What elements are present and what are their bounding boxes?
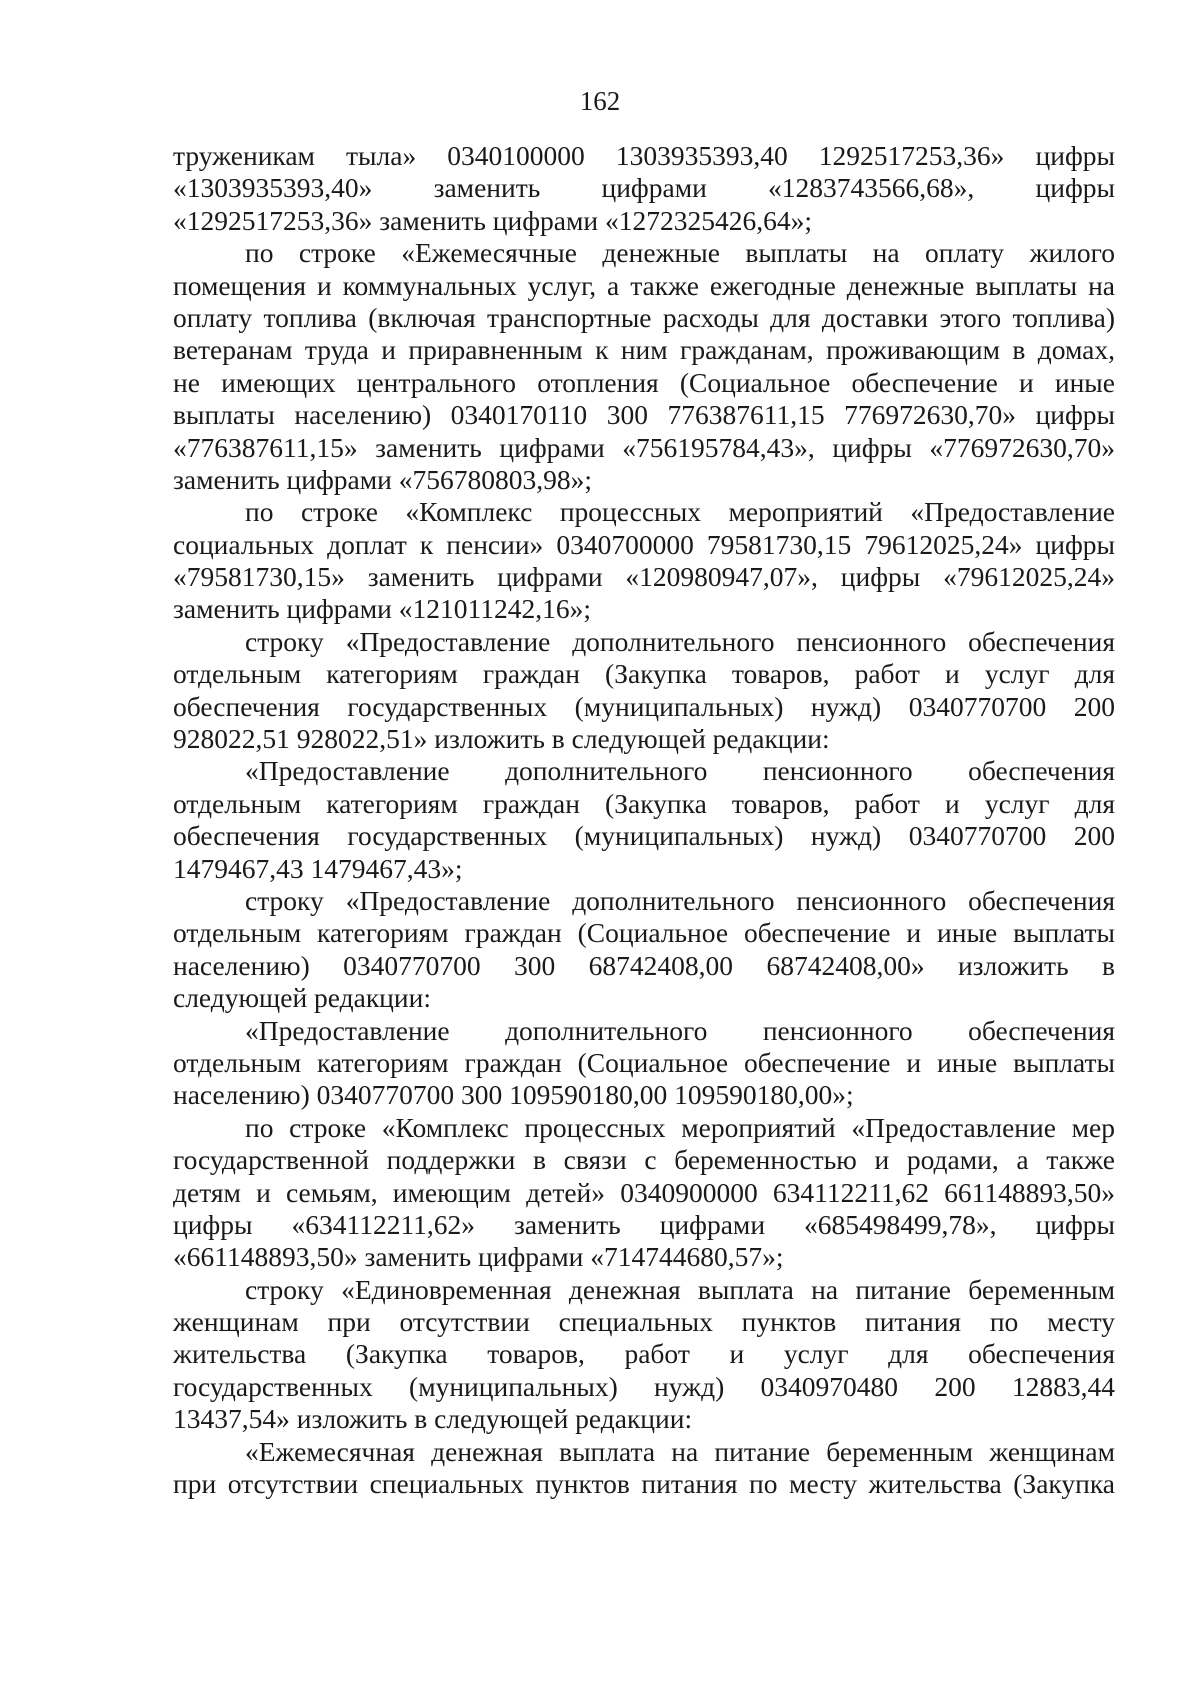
paragraph-line: по строке «Комплекс процессных мероприятий «Предоставление: [245, 496, 1115, 528]
paragraph: [173, 626, 1115, 756]
paragraph: [173, 1015, 1115, 1112]
paragraph: [173, 237, 1115, 496]
paragraph-line: 13437,54» изложить в следующей редакции:: [173, 1403, 693, 1435]
paragraph-line: отдельным категориям граждан (Социальное обеспечение и иные выплаты: [173, 917, 1115, 949]
paragraph-line: 1479467,43 1479467,43»;: [173, 852, 463, 884]
paragraph: [173, 755, 1115, 885]
paragraph-line: жительства (Закупка товаров, работ и услуг для обеспечения: [173, 1338, 1115, 1370]
paragraph-line: заменить цифрами «121011242,16»;: [173, 593, 591, 625]
paragraph-line: населению) 0340770700 300 68742408,00 68742408,00» изложить в: [173, 949, 1115, 981]
paragraph-line: ветеранам труда и приравненным к ним гражданам, проживающим в домах,: [173, 334, 1115, 366]
paragraph-line: по строке «Комплекс процессных мероприятий «Предоставление мер: [245, 1111, 1115, 1143]
paragraph-line: женщинам при отсутствии специальных пунктов питания по месту: [173, 1306, 1115, 1338]
paragraph-line: «Предоставление дополнительного пенсионного обеспечения: [245, 755, 1115, 787]
paragraph-line: государственных (муниципальных) нужд) 0340970480 200 12883,44: [173, 1370, 1115, 1402]
paragraph-line: «79581730,15» заменить цифрами «120980947,07», цифры «79612025,24»: [173, 561, 1115, 593]
paragraph-line: по строке «Ежемесячные денежные выплаты на оплату жилого: [245, 237, 1115, 269]
page-number: 162: [579, 86, 621, 116]
paragraph: [173, 885, 1115, 1015]
paragraph: [173, 1274, 1115, 1436]
paragraph-line: при отсутствии специальных пунктов питания по месту жительства (Закупка: [173, 1468, 1115, 1500]
paragraph-line: помещения и коммунальных услуг, а также ежегодные денежные выплаты на: [173, 269, 1115, 301]
paragraph-line: оплату топлива (включая транспортные расходы для доставки этого топлива): [173, 301, 1115, 333]
paragraph-line: труженикам тыла» 0340100000 1303935393,40 1292517253,36» цифры: [173, 140, 1115, 171]
paragraph-line: «1303935393,40» заменить цифрами «1283743566,68», цифры: [173, 172, 1115, 204]
paragraph-line: социальных доплат к пенсии» 0340700000 79581730,15 79612025,24» цифры: [173, 528, 1115, 560]
paragraph-line: населению) 0340770700 300 109590180,00 109590180,00»;: [173, 1079, 854, 1111]
paragraph-line: отдельным категориям граждан (Социальное обеспечение и иные выплаты: [173, 1046, 1115, 1078]
paragraph-line: выплаты населению) 0340170110 300 776387611,15 776972630,70» цифры: [173, 399, 1115, 431]
paragraph-line: строку «Предоставление дополнительного пенсионного обеспечения: [245, 625, 1115, 657]
paragraph: [173, 496, 1115, 626]
paragraph-line: «Ежемесячная денежная выплата на питание беременным женщинам: [245, 1435, 1115, 1467]
paragraph-line: следующей редакции:: [173, 982, 431, 1014]
paragraph-line: цифры «634112211,62» заменить цифрами «685498499,78», цифры: [173, 1208, 1115, 1240]
paragraph-line: отдельным категориям граждан (Закупка товаров, работ и услуг для: [173, 658, 1115, 690]
document-body: [173, 140, 1115, 1500]
paragraph-line: обеспечения государственных (муниципальных) нужд) 0340770700 200: [173, 690, 1115, 722]
paragraph-line: 928022,51 928022,51» изложить в следующей редакции:: [173, 723, 830, 755]
paragraph: [173, 1112, 1115, 1274]
paragraph-line: «Предоставление дополнительного пенсионного обеспечения: [245, 1014, 1115, 1046]
paragraph-line: «1292517253,36» заменить цифрами «1272325426,64»;: [173, 204, 813, 236]
paragraph-line: отдельным категориям граждан (Закупка товаров, работ и услуг для: [173, 787, 1115, 819]
paragraph-line: детям и семьям, имеющим детей» 0340900000 634112211,62 661148893,50»: [173, 1176, 1115, 1208]
paragraph-line: строку «Единовременная денежная выплата на питание беременным: [245, 1273, 1115, 1305]
paragraph-line: не имеющих центрального отопления (Социальное обеспечение и иные: [173, 366, 1115, 398]
paragraph-line: «661148893,50» заменить цифрами «714744680,57»;: [173, 1241, 784, 1273]
paragraph-line: государственной поддержки в связи с беременностью и родами, а также: [173, 1144, 1115, 1176]
paragraph-line: «776387611,15» заменить цифрами «756195784,43», цифры «776972630,70»: [173, 431, 1115, 463]
paragraph: [173, 1436, 1115, 1501]
paragraph-line: строку «Предоставление дополнительного пенсионного обеспечения: [245, 884, 1115, 916]
paragraph: [173, 140, 1115, 237]
paragraph-line: заменить цифрами «756780803,98»;: [173, 463, 593, 495]
paragraph-line: обеспечения государственных (муниципальных) нужд) 0340770700 200: [173, 820, 1115, 852]
